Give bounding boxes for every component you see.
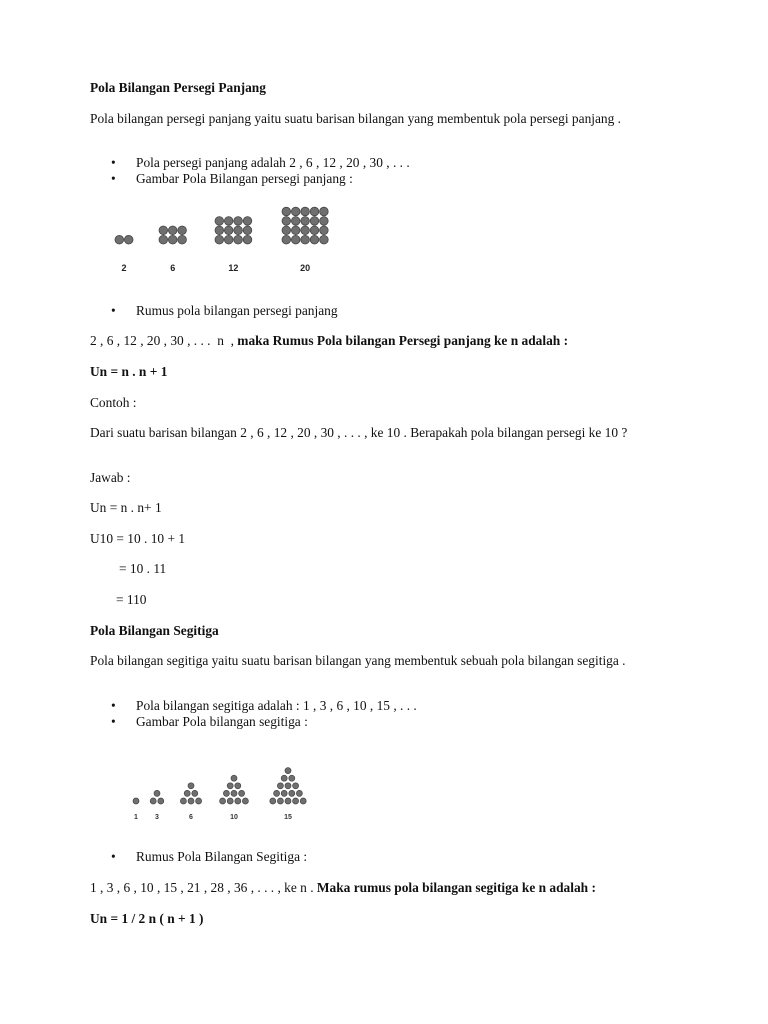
bullet-text: Rumus Pola Bilangan Segitiga : <box>136 849 308 864</box>
pattern-dot <box>320 207 329 216</box>
rect-pattern-label: 6 <box>170 263 176 273</box>
pattern-dot <box>159 235 168 244</box>
pattern-dot <box>282 217 291 226</box>
pattern-dot <box>282 235 291 244</box>
pattern-dot <box>301 226 310 235</box>
pattern-dot <box>159 226 168 235</box>
bullet-symbol: • <box>111 849 116 864</box>
pattern-dot <box>234 226 243 235</box>
bullet-text: Rumus pola bilangan persegi panjang <box>136 303 338 318</box>
pattern-dot <box>188 783 194 789</box>
pattern-dot <box>282 207 291 216</box>
formula-intro-statement: maka Rumus Pola bilangan Persegi panjang ke n adalah : <box>237 333 569 348</box>
triangle-pattern-label: 6 <box>189 814 193 821</box>
pattern-dot <box>154 790 160 796</box>
bullet-text: Pola persegi panjang adalah 2 , 6 , 12 , 20 , 30 , . . . <box>136 155 410 170</box>
pattern-dot <box>168 226 177 235</box>
contoh-label: Contoh : <box>90 395 137 410</box>
solution-step-1: Un = n . n+ 1 <box>90 500 162 515</box>
pattern-dot <box>320 226 329 235</box>
bullet-symbol: • <box>111 155 116 170</box>
pattern-dot <box>277 783 283 789</box>
pattern-dot <box>243 217 252 226</box>
rect-pattern-group <box>115 235 133 273</box>
pattern-dot <box>227 798 233 804</box>
formula-persegi-panjang: Un = n . n + 1 <box>90 364 168 379</box>
jawab-label: Jawab : <box>90 470 131 485</box>
paragraph-persegi-panjang: Pola bilangan persegi panjang yaitu suatu barisan bilangan yang membentuk pola persegi panjang . <box>90 111 622 126</box>
pattern-dot <box>231 790 237 796</box>
triangle-pattern-group <box>150 790 164 821</box>
rect-pattern-label: 2 <box>121 263 127 273</box>
triangle-pattern-label: 15 <box>284 814 292 821</box>
pattern-dot <box>227 783 233 789</box>
formula-segitiga: Un = 1 / 2 n ( n + 1 ) <box>90 911 204 926</box>
pattern-dot <box>188 798 194 804</box>
solution-step-3: = 10 . 11 <box>119 561 167 576</box>
pattern-dot <box>289 775 295 781</box>
rectangle-pattern-svg <box>112 198 352 280</box>
pattern-dot <box>270 798 276 804</box>
bullet-symbol: • <box>111 171 116 186</box>
pattern-dot <box>115 235 124 244</box>
pattern-dot <box>301 235 310 244</box>
example-question: Dari suatu barisan bilangan 2 , 6 , 12 , 20 , 30 , . . . , ke 10 . Berapakah pola bilangan persegi ke 10 ? <box>90 425 628 440</box>
bullet-symbol: • <box>111 303 116 318</box>
paragraph-segitiga: Pola bilangan segitiga yaitu suatu barisan bilangan yang membentuk sebuah pola bilangan segitiga . <box>90 653 626 668</box>
solution-step-4: = 110 <box>116 592 147 607</box>
rect-pattern-group <box>159 226 186 273</box>
pattern-dot <box>301 217 310 226</box>
pattern-dot <box>234 217 243 226</box>
triangle-pattern-group <box>270 768 306 821</box>
pattern-dot <box>296 790 302 796</box>
pattern-dot <box>234 235 243 244</box>
pattern-dot <box>215 235 224 244</box>
formula-intro-statement: Maka rumus pola bilangan segitiga ke n adalah : <box>316 880 596 895</box>
pattern-dot <box>289 790 295 796</box>
pattern-dot <box>178 235 187 244</box>
pattern-dot <box>215 226 224 235</box>
pattern-dot <box>192 790 198 796</box>
pattern-dot <box>158 798 164 804</box>
pattern-dot <box>215 217 224 226</box>
pattern-dot <box>124 235 133 244</box>
rect-pattern-group <box>215 217 252 273</box>
pattern-dot <box>231 775 237 781</box>
pattern-dot <box>239 790 245 796</box>
triangle-pattern-group <box>133 798 139 821</box>
pattern-dot <box>291 217 300 226</box>
pattern-dot <box>291 235 300 244</box>
formula-intro-sequence: 2 , 6 , 12 , 20 , 30 , . . . n , <box>90 333 238 348</box>
pattern-dot <box>224 226 233 235</box>
pattern-dot <box>184 790 190 796</box>
pattern-dot <box>180 798 186 804</box>
rect-pattern-label: 12 <box>228 263 239 273</box>
rectangle-pattern-figure <box>112 198 352 280</box>
pattern-dot <box>310 226 319 235</box>
pattern-dot <box>224 235 233 244</box>
pattern-dot <box>285 783 291 789</box>
triangle-pattern-label: 1 <box>134 814 138 821</box>
pattern-dot <box>301 207 310 216</box>
pattern-dot <box>220 798 226 804</box>
triangle-pattern-label: 3 <box>155 814 159 821</box>
pattern-dot <box>178 226 187 235</box>
pattern-dot <box>293 783 299 789</box>
pattern-dot <box>274 790 280 796</box>
solution-step-2: U10 = 10 . 10 + 1 <box>90 531 186 546</box>
bullet-symbol: • <box>111 714 116 729</box>
pattern-dot <box>133 798 139 804</box>
triangle-pattern-svg <box>126 766 326 826</box>
pattern-dot <box>285 798 291 804</box>
section-title-segitiga: Pola Bilangan Segitiga <box>90 623 219 638</box>
pattern-dot <box>310 235 319 244</box>
triangle-pattern-figure <box>126 766 326 826</box>
triangle-pattern-group <box>220 775 249 821</box>
rect-pattern-label: 20 <box>300 263 311 273</box>
pattern-dot <box>150 798 156 804</box>
bullet-text: Pola bilangan segitiga adalah : 1 , 3 , 6 , 10 , 15 , . . . <box>136 698 417 713</box>
formula-intro-line <box>90 333 568 348</box>
pattern-dot <box>242 798 248 804</box>
pattern-dot <box>281 790 287 796</box>
pattern-dot <box>320 217 329 226</box>
pattern-dot <box>320 235 329 244</box>
pattern-dot <box>291 207 300 216</box>
pattern-dot <box>285 768 291 774</box>
pattern-dot <box>235 783 241 789</box>
pattern-dot <box>282 226 291 235</box>
pattern-dot <box>310 217 319 226</box>
pattern-dot <box>310 207 319 216</box>
pattern-dot <box>224 217 233 226</box>
pattern-dot <box>223 790 229 796</box>
formula-intro-sequence: 1 , 3 , 6 , 10 , 15 , 21 , 28 , 36 , . . . , ke n . <box>90 880 317 895</box>
pattern-dot <box>168 235 177 244</box>
pattern-dot <box>196 798 202 804</box>
pattern-dot <box>281 775 287 781</box>
bullet-text: Gambar Pola Bilangan persegi panjang : <box>136 171 353 186</box>
pattern-dot <box>243 226 252 235</box>
pattern-dot <box>291 226 300 235</box>
pattern-dot <box>277 798 283 804</box>
formula-intro-line-segitiga <box>90 880 596 895</box>
rect-pattern-group <box>282 207 328 273</box>
pattern-dot <box>243 235 252 244</box>
pattern-dot <box>300 798 306 804</box>
triangle-pattern-group <box>180 783 201 821</box>
triangle-pattern-label: 10 <box>230 814 238 821</box>
pattern-dot <box>293 798 299 804</box>
pattern-dot <box>235 798 241 804</box>
section-title-persegi-panjang: Pola Bilangan Persegi Panjang <box>90 80 266 95</box>
bullet-text: Gambar Pola bilangan segitiga : <box>136 714 308 729</box>
bullet-symbol: • <box>111 698 116 713</box>
